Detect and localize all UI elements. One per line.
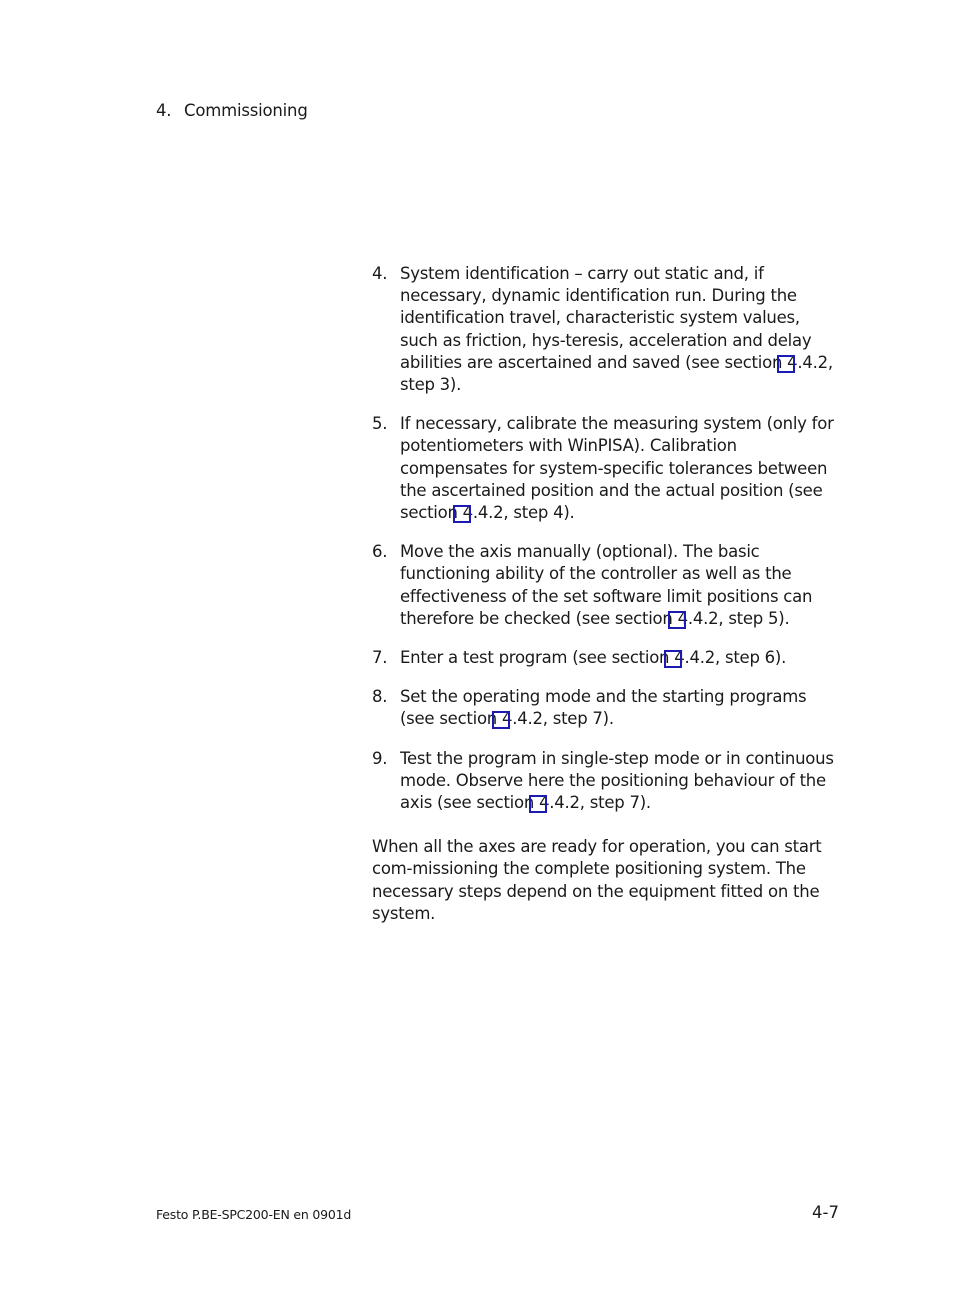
section-link[interactable]: 4.4.2 (539, 793, 580, 812)
list-item: 6. Move the axis manually (optional). The basic functioning ability of the controller as well as the effectiveness of the set software limit positions can therefore be checked (see section 4.4.2, step 5). (372, 542, 813, 628)
list-item: 9. Test the program in single-step mode or in continuous mode. Observe here the positioning behaviour of the axis (see section 4.4.2, step 7). (372, 748, 834, 813)
link-box-icon (664, 650, 682, 668)
closing-paragraph: When all the axes are ready for operation, you can start com-missioning the complete positioning system. The necessary steps depend on the equipment fitted on the system. (372, 837, 822, 923)
item-number: 8. (372, 687, 388, 707)
item-number: 7. (372, 648, 388, 668)
item-text: Set the operating mode and the starting programs (see section (400, 687, 807, 729)
item-number: 6. (372, 542, 388, 562)
link-box-icon (492, 711, 510, 729)
link-box-icon (668, 611, 686, 629)
item-text: System identification – carry out static and, if necessary, dynamic identification run. During the identification travel, characteristic system values, such as friction, hys-teresis, acceleration and delay abilities are ascertained and saved (see section (400, 264, 812, 372)
item-text: If necessary, calibrate the measuring system (only for potentiometers with WinPISA). Calibration compensates for system-specific tolerances between the ascertained position and the actual position (see section (400, 414, 834, 523)
list-item: 4. System identification – carry out static and, if necessary, dynamic identification run. During the identification travel, characteristic system values, such as friction, hys-teresis, acceleration and delay abilities are ascertained and saved (see section 4.4.2, step 3). (372, 264, 833, 395)
item-number: 9. (372, 748, 388, 768)
chapter-header (156, 101, 308, 120)
link-box-icon (453, 505, 471, 523)
chapter-title: Commissioning (184, 101, 308, 120)
footer-doc-id: Festo P.BE-SPC200-EN en 0901d (156, 1207, 352, 1222)
section-link[interactable]: 4.4.2 (674, 648, 715, 667)
item-number: 5. (372, 414, 388, 434)
list-item: 5. If necessary, calibrate the measuring system (only for potentiometers with WinPISA). Calibration compensates for system-specific tolerances between the ascertained position and the actual position (see section 4.4.2, step 4). (372, 414, 834, 523)
section-link[interactable]: 4.4.2 (787, 353, 828, 372)
chapter-number: 4. (156, 101, 172, 120)
list-item: 8. Set the operating mode and the starting programs (see section 4.4.2, step 7). (372, 687, 807, 729)
item-text: Test the program in single-step mode or in continuous mode. Observe here the positioning behaviour of the axis (see section (400, 748, 834, 813)
item-text: Enter a test program (see section (400, 648, 675, 668)
section-link[interactable]: 4.4.2 (463, 503, 504, 522)
link-box-icon (777, 355, 795, 373)
item-text: Move the axis manually (optional). The basic functioning ability of the controller as well as the effectiveness of the set software limit positions can therefore be checked (see section (400, 542, 813, 628)
page-number: 4-7 (812, 1203, 839, 1222)
list-item: 7. Enter a test program (see section 4.4.2, step 6). (372, 647, 842, 669)
main-content (372, 263, 842, 925)
link-box-icon (529, 795, 547, 813)
section-link[interactable]: 4.4.2 (678, 609, 719, 628)
section-link[interactable]: 4.4.2 (502, 709, 543, 728)
item-number: 4. (372, 264, 388, 283)
